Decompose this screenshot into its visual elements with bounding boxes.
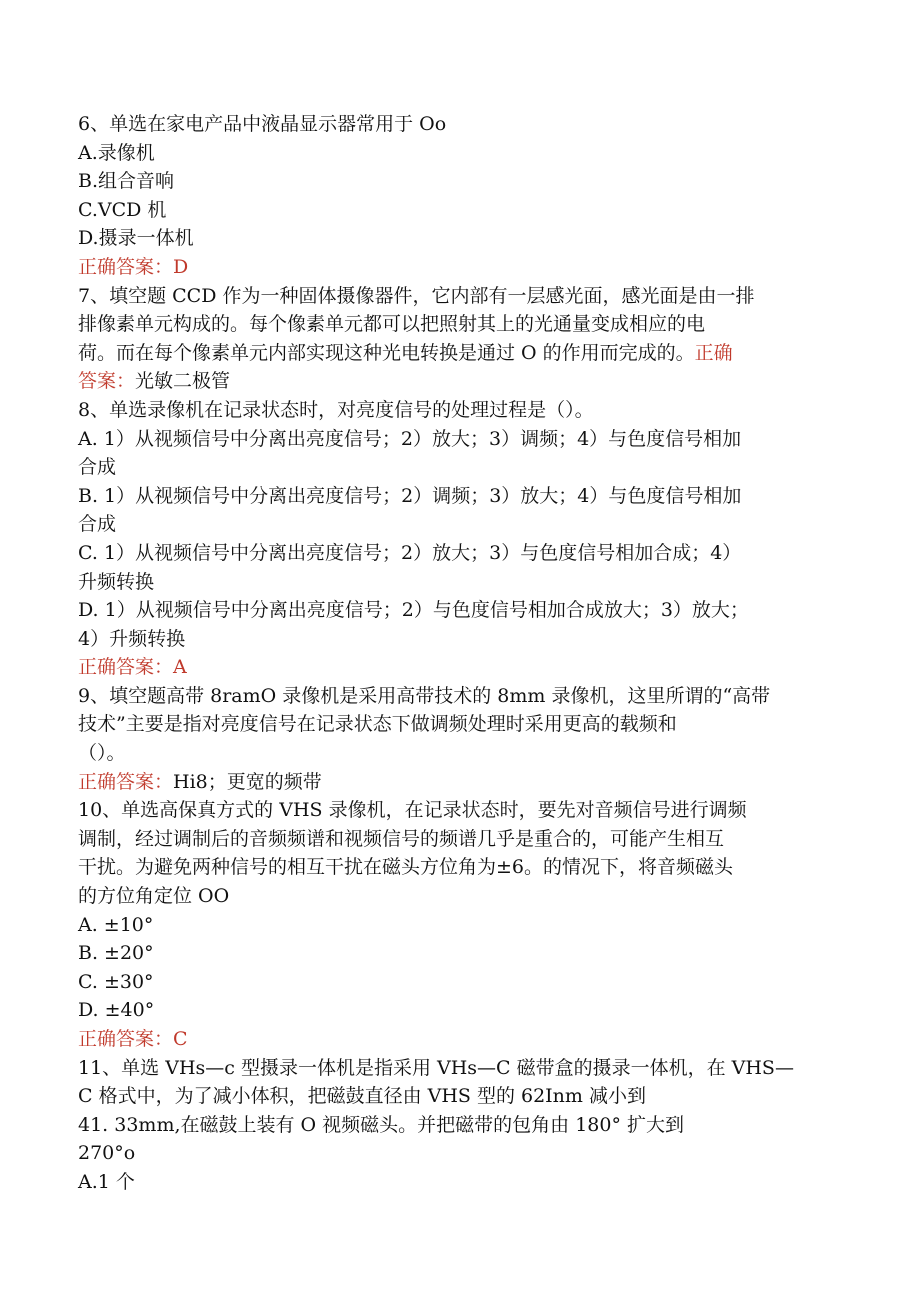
line-text: 270°o (78, 1142, 136, 1165)
line-text: A.录像机 (78, 141, 155, 164)
text-line (78, 282, 838, 311)
text-line (78, 1054, 838, 1083)
line-text: 9、填空题高带 8ramO 录像机是采用高带技术的 8mm 录像机，这里所谓的“高带 (78, 684, 771, 707)
text-line (78, 996, 838, 1025)
text-line (78, 310, 838, 339)
line-text: B.组合音响 (78, 170, 175, 193)
text-line (78, 568, 838, 597)
line-text: 6、单选在家电产品中液晶显示器常用于 Oo (78, 113, 447, 135)
line-text: 光敏二极管 (135, 370, 231, 393)
answer-label: 正确 (694, 341, 733, 364)
text-line (78, 453, 838, 482)
line-text: 升频转换 (78, 570, 155, 593)
text-line (78, 968, 838, 997)
text-line (78, 596, 838, 625)
text-line (78, 139, 838, 168)
text-line (78, 167, 838, 196)
line-text: Hi8；更宽的频带 (173, 770, 322, 793)
line-text: A. ±10° (78, 913, 154, 936)
text-line (78, 882, 838, 911)
text-line (78, 853, 838, 882)
line-text: A.1 个 (78, 1170, 135, 1193)
line-text: 干扰。为避免两种信号的相互干扰在磁头方位角为±6。的情况下，将音频磁头 (78, 856, 734, 879)
question-text-block (78, 110, 838, 1197)
text-line (78, 682, 838, 711)
text-line (78, 1082, 838, 1111)
line-text: C.VCD 机 (78, 198, 167, 221)
text-line (78, 939, 838, 968)
line-text: B. ±20° (78, 942, 154, 965)
line-text: 的方位角定位 OO (78, 885, 230, 908)
text-line (78, 911, 838, 940)
answer-line (78, 253, 838, 282)
line-text: 调制，经过调制后的音频频谱和视频信号的频谱几乎是重合的，可能产生相互 (78, 827, 725, 850)
line-text: 排像素单元构成的。每个像素单元都可以把照射其上的光通量变成相应的电 (78, 313, 706, 336)
text-line (78, 510, 838, 539)
line-text: D. 1）从视频信号中分离出亮度信号；2）与色度信号相加合成放大；3）放大； (78, 599, 749, 622)
text-line (78, 796, 838, 825)
line-text: 荷。而在每个像素单元内部实现这种光电转换是通过 O 的作用而完成的。 (78, 341, 695, 364)
line-text: （）。 (78, 742, 126, 765)
line-text: 8、单选录像机在记录状态时，对亮度信号的处理过程是（）。 (78, 398, 594, 421)
line-text: D. ±40° (78, 999, 155, 1022)
answer-label: 正确答案：A (78, 656, 187, 679)
line-text: 技术”主要是指对亮度信号在记录状态下做调频处理时采用更高的载频和 (78, 713, 677, 736)
line-text: A. 1）从视频信号中分离出亮度信号；2）放大；3）调频；4）与色度信号相加 (78, 427, 742, 450)
text-line (78, 825, 838, 854)
line-text: 合成 (78, 513, 117, 536)
text-line (78, 710, 838, 739)
text-line (78, 539, 838, 568)
answer-label: 答案： (78, 370, 136, 393)
line-text: 10、单选高保真方式的 VHS 录像机，在记录状态时，要先对音频信号进行调频 (78, 799, 747, 822)
line-text: 41. 33mm,在磁鼓上装有 O 视频磁头。并把磁带的包角由 180° 扩大到 (78, 1113, 685, 1136)
text-line (78, 110, 838, 139)
text-line (78, 739, 838, 768)
text-line (78, 482, 838, 511)
text-line (78, 1168, 838, 1197)
line-text: 4）升频转换 (78, 627, 186, 650)
text-line (78, 196, 838, 225)
text-line (78, 625, 838, 654)
line-text: C 格式中，为了减小体积，把磁鼓直径由 VHS 型的 62Inm 减小到 (78, 1085, 646, 1108)
line-text: 7、填空题 CCD 作为一种固体摄像器件，它内部有一层感光面，感光面是由一排 (78, 284, 755, 307)
answer-label: 正确答案： (78, 770, 174, 793)
line-text: C. ±30° (78, 970, 154, 993)
line-text: D.摄录一体机 (78, 227, 194, 250)
text-line (78, 339, 838, 368)
text-line (78, 1111, 838, 1140)
line-text: 合成 (78, 456, 117, 479)
answer-line (78, 1025, 838, 1054)
line-text: 11、单选 VHs—c 型摄录一体机是指采用 VHs—C 磁带盒的摄录一体机，在 VHS— (78, 1056, 794, 1079)
text-line (78, 396, 838, 425)
text-line (78, 1139, 838, 1168)
answer-label: 正确答案：D (78, 255, 189, 278)
answer-label: 正确答案：C (78, 1028, 188, 1050)
text-line (78, 425, 838, 454)
text-line (78, 367, 838, 396)
answer-line (78, 653, 838, 682)
line-text: C. 1）从视频信号中分离出亮度信号；2）放大；3）与色度信号相加合成；4） (78, 541, 742, 564)
text-line (78, 224, 838, 253)
text-line (78, 768, 838, 797)
line-text: B. 1）从视频信号中分离出亮度信号；2）调频；3）放大；4）与色度信号相加 (78, 484, 742, 507)
